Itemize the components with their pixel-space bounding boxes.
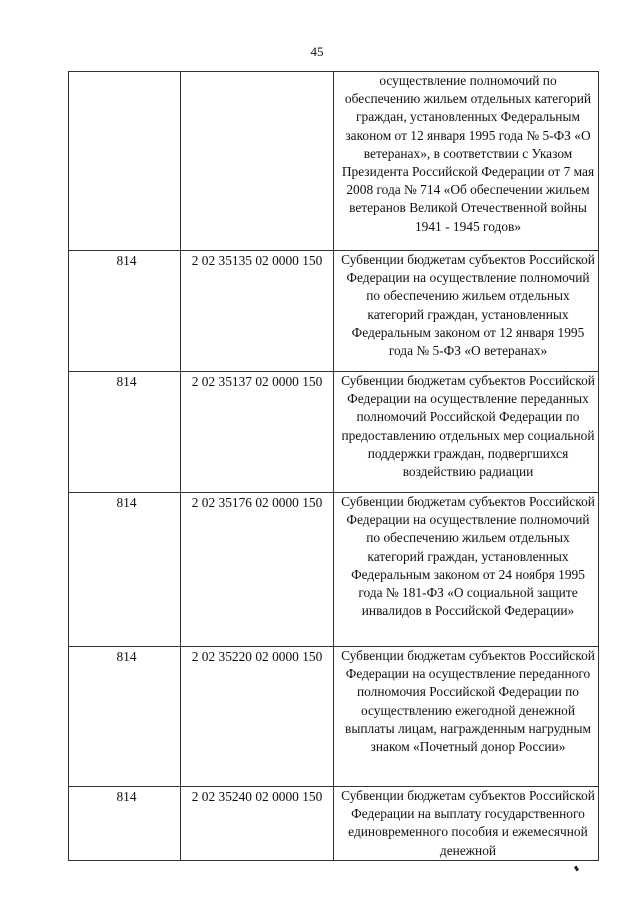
- budget-revenue-table: [68, 71, 599, 861]
- kbk-code-cell: 2 02 35220 02 0000 150: [181, 647, 334, 787]
- admin-code-cell: 814: [69, 372, 181, 493]
- admin-code-cell: 814: [69, 493, 181, 647]
- kbk-code-cell: [181, 72, 334, 251]
- table-row: [69, 372, 599, 493]
- kbk-code-cell: 2 02 35176 02 0000 150: [181, 493, 334, 647]
- admin-code-cell: [69, 72, 181, 251]
- scan-mark: [574, 866, 579, 872]
- kbk-code-cell: 2 02 35240 02 0000 150: [181, 787, 334, 861]
- revenue-name-cell: Субвенции бюджетам субъектов Российской Федерации на выплату государственного единовременного пособия и ежемесячной денежной: [334, 787, 599, 861]
- table-row: [69, 647, 599, 787]
- table-row: [69, 251, 599, 372]
- page-number: 45: [310, 44, 324, 59]
- kbk-code-cell: 2 02 35135 02 0000 150: [181, 251, 334, 372]
- table-row: [69, 493, 599, 647]
- admin-code-cell: 814: [69, 647, 181, 787]
- table-row: [69, 787, 599, 861]
- kbk-code-cell: 2 02 35137 02 0000 150: [181, 372, 334, 493]
- revenue-name-cell: Субвенции бюджетам субъектов Российской Федерации на осуществление переданного полномочия Российской Федерации по осуществлению ежегодной денежной выплаты лицам, награжденным нагрудным знаком «Почетный донор России»: [334, 647, 599, 787]
- revenue-name-cell: Субвенции бюджетам субъектов Российской Федерации на осуществление переданных полномочий Российской Федерации по предоставлению отдельных мер социальной поддержки граждан, подвергшихся воздействию радиации: [334, 372, 599, 493]
- revenue-name-cell: Субвенции бюджетам субъектов Российской Федерации на осуществление полномочий по обеспечению жильем отдельных категорий граждан, установленных Федеральным законом от 24 ноября 1995 года № 181-ФЗ «О социальной защите инвалидов в Российской Федерации»: [334, 493, 599, 647]
- revenue-name-cell: Субвенции бюджетам субъектов Российской Федерации на осуществление полномочий по обеспечению жильем отдельных категорий граждан, установленных Федеральным законом от 12 января 1995 года № 5-ФЗ «О ветеранах»: [334, 251, 599, 372]
- table-row: [69, 72, 599, 251]
- admin-code-cell: 814: [69, 787, 181, 861]
- admin-code-cell: 814: [69, 251, 181, 372]
- revenue-name-cell: осуществление полномочий по обеспечению жильем отдельных категорий граждан, установленных Федеральным законом от 12 января 1995 года № 5-ФЗ «О ветеранах», в соответствии с Указом Президента Российской Федерации от 7 мая 2008 года № 714 «Об обеспечении жильем ветеранов Великой Отечественной войны 1941 - 1945 годов»: [334, 72, 599, 251]
